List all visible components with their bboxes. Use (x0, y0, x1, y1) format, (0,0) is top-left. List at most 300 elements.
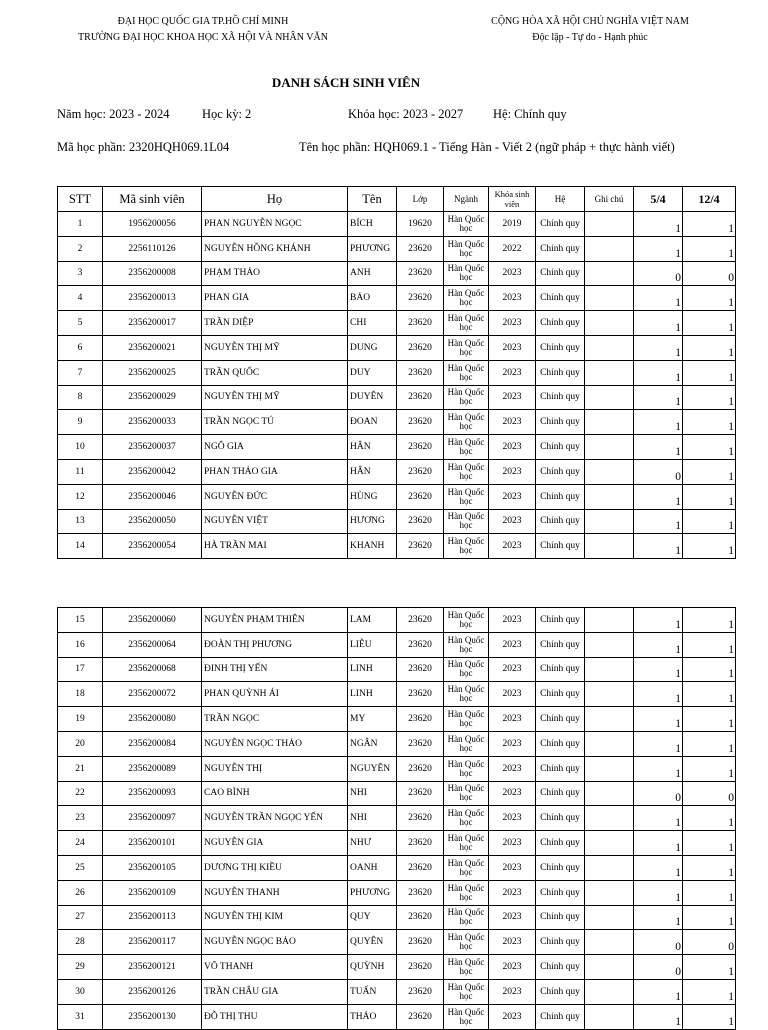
attendance-12-4-cell: 0 (683, 261, 736, 286)
cohort-cell: 2023 (489, 781, 536, 806)
col-header-date-12-4: 12/4 (683, 187, 736, 212)
last-name-cell: NGUYỄN VIỆT (202, 509, 348, 534)
student-id-cell: 2356200054 (103, 534, 202, 559)
note-cell (585, 756, 634, 781)
first-name-cell: DUY (348, 360, 397, 385)
last-name-cell: TRẦN NGỌC (202, 707, 348, 732)
program-cell: Chính quy (536, 756, 585, 781)
last-name-cell: PHAN NGUYỄN NGỌC (202, 212, 348, 237)
major-cell: Hàn Quốc học (444, 608, 489, 633)
attendance-5-4-cell: 1 (634, 509, 683, 534)
note-cell (585, 855, 634, 880)
note-cell (585, 236, 634, 261)
attendance-12-4-cell: 1 (683, 534, 736, 559)
attendance-5-4-cell: 1 (634, 385, 683, 410)
note-cell (585, 979, 634, 1004)
note-cell (585, 831, 634, 856)
table-row (58, 979, 736, 1004)
major-cell: Hàn Quốc học (444, 360, 489, 385)
note-cell (585, 484, 634, 509)
last-name-cell: VÕ THANH (202, 955, 348, 980)
table-row (58, 731, 736, 756)
table-row (58, 534, 736, 559)
cohort-cell: 2023 (489, 831, 536, 856)
stt-cell: 16 (58, 632, 103, 657)
attendance-12-4-cell: 1 (683, 212, 736, 237)
attendance-5-4-cell: 0 (634, 930, 683, 955)
student-id-cell: 2356200121 (103, 955, 202, 980)
table-row (58, 880, 736, 905)
table-row (58, 261, 736, 286)
cohort-cell: 2023 (489, 608, 536, 633)
attendance-12-4-cell: 1 (683, 410, 736, 435)
stt-cell: 24 (58, 831, 103, 856)
attendance-5-4-cell: 1 (634, 682, 683, 707)
class-cell: 23620 (397, 657, 444, 682)
last-name-cell: ĐOÀN THỊ PHƯƠNG (202, 632, 348, 657)
program-cell: Chính quy (536, 459, 585, 484)
class-cell: 23620 (397, 286, 444, 311)
note-cell (585, 509, 634, 534)
class-cell: 23620 (397, 360, 444, 385)
table-row (58, 385, 736, 410)
table-row (58, 632, 736, 657)
cohort-cell: 2023 (489, 657, 536, 682)
student-id-cell: 2356200029 (103, 385, 202, 410)
first-name-cell: ANH (348, 261, 397, 286)
last-name-cell: NGUYỄN NGỌC BẢO (202, 930, 348, 955)
first-name-cell: LINH (348, 682, 397, 707)
class-cell: 23620 (397, 955, 444, 980)
note-cell (585, 731, 634, 756)
student-id-cell: 2356200008 (103, 261, 202, 286)
attendance-5-4-cell: 1 (634, 880, 683, 905)
student-id-cell: 2356200021 (103, 335, 202, 360)
cohort-cell: 2023 (489, 286, 536, 311)
class-cell: 23620 (397, 756, 444, 781)
class-cell: 23620 (397, 707, 444, 732)
stt-cell: 23 (58, 806, 103, 831)
table-row (58, 435, 736, 460)
attendance-5-4-cell: 1 (634, 360, 683, 385)
student-id-cell: 2356200080 (103, 707, 202, 732)
stt-cell: 4 (58, 286, 103, 311)
attendance-5-4-cell: 1 (634, 335, 683, 360)
table-row (58, 657, 736, 682)
first-name-cell: NHI (348, 806, 397, 831)
first-name-cell: ĐOAN (348, 410, 397, 435)
major-cell: Hàn Quốc học (444, 236, 489, 261)
program-type: Hệ: Chính quy (493, 107, 567, 121)
major-cell: Hàn Quốc học (444, 484, 489, 509)
class-cell: 23620 (397, 979, 444, 1004)
stt-cell: 27 (58, 905, 103, 930)
last-name-cell: ĐỖ THỊ THU (202, 1004, 348, 1029)
stt-cell: 19 (58, 707, 103, 732)
attendance-5-4-cell: 1 (634, 484, 683, 509)
attendance-12-4-cell: 1 (683, 682, 736, 707)
first-name-cell: DUNG (348, 335, 397, 360)
cohort-cell: 2023 (489, 385, 536, 410)
major-cell: Hàn Quốc học (444, 707, 489, 732)
class-cell: 23620 (397, 905, 444, 930)
table-row (58, 905, 736, 930)
stt-cell: 26 (58, 880, 103, 905)
note-cell (585, 534, 634, 559)
student-id-cell: 2356200046 (103, 484, 202, 509)
major-cell: Hàn Quốc học (444, 212, 489, 237)
table-row (58, 1004, 736, 1029)
university-name: ĐẠI HỌC QUỐC GIA TP.HỒ CHÍ MINH (117, 16, 289, 27)
class-cell: 23620 (397, 311, 444, 336)
student-id-cell: 2356200097 (103, 806, 202, 831)
class-cell: 23620 (397, 855, 444, 880)
attendance-12-4-cell: 1 (683, 707, 736, 732)
student-id-cell: 2356200033 (103, 410, 202, 435)
stt-cell: 31 (58, 1004, 103, 1029)
note-cell (585, 435, 634, 460)
program-cell: Chính quy (536, 707, 585, 732)
student-id-cell: 2356200113 (103, 905, 202, 930)
last-name-cell: TRẦN QUỐC (202, 360, 348, 385)
first-name-cell: HÂN (348, 435, 397, 460)
cohort-cell: 2023 (489, 731, 536, 756)
note-cell (585, 880, 634, 905)
program-cell: Chính quy (536, 979, 585, 1004)
attendance-12-4-cell: 0 (683, 781, 736, 806)
major-cell: Hàn Quốc học (444, 410, 489, 435)
last-name-cell: NGUYỄN THỊ MỸ (202, 335, 348, 360)
attendance-12-4-cell: 1 (683, 632, 736, 657)
stt-cell: 2 (58, 236, 103, 261)
attendance-5-4-cell: 1 (634, 608, 683, 633)
student-id-cell: 2356200050 (103, 509, 202, 534)
first-name-cell: LINH (348, 657, 397, 682)
note-cell (585, 311, 634, 336)
program-cell: Chính quy (536, 435, 585, 460)
major-cell: Hàn Quốc học (444, 534, 489, 559)
first-name-cell: KHANH (348, 534, 397, 559)
cohort-cell: 2023 (489, 707, 536, 732)
last-name-cell: PHAN GIA (202, 286, 348, 311)
last-name-cell: DƯƠNG THỊ KIỀU (202, 855, 348, 880)
stt-cell: 8 (58, 385, 103, 410)
note-cell (585, 682, 634, 707)
attendance-5-4-cell: 1 (634, 806, 683, 831)
first-name-cell: MY (348, 707, 397, 732)
note-cell (585, 781, 634, 806)
stt-cell: 18 (58, 682, 103, 707)
program-cell: Chính quy (536, 880, 585, 905)
stt-cell: 12 (58, 484, 103, 509)
student-id-cell: 2356200017 (103, 311, 202, 336)
note-cell (585, 385, 634, 410)
major-cell: Hàn Quốc học (444, 335, 489, 360)
cohort-cell: 2023 (489, 335, 536, 360)
attendance-12-4-cell: 1 (683, 657, 736, 682)
national-motto: Độc lập - Tự do - Hạnh phúc (532, 32, 648, 43)
program-cell: Chính quy (536, 682, 585, 707)
major-cell: Hàn Quốc học (444, 1004, 489, 1029)
note-cell (585, 335, 634, 360)
stt-cell: 30 (58, 979, 103, 1004)
student-id-cell: 2356200025 (103, 360, 202, 385)
program-cell: Chính quy (536, 261, 585, 286)
school-name: TRƯỜNG ĐẠI HỌC KHOA HỌC XÃ HỘI VÀ NHÂN VĂN (78, 32, 328, 43)
cohort-cell: 2023 (489, 955, 536, 980)
table-row (58, 212, 736, 237)
attendance-5-4-cell: 1 (634, 855, 683, 880)
national-title: CỘNG HÒA XÃ HỘI CHỦ NGHĨA VIỆT NAM (491, 16, 689, 27)
program-cell: Chính quy (536, 236, 585, 261)
program-cell: Chính quy (536, 930, 585, 955)
class-cell: 23620 (397, 385, 444, 410)
table-row (58, 682, 736, 707)
class-cell: 23620 (397, 534, 444, 559)
first-name-cell: HÙNG (348, 484, 397, 509)
stt-cell: 22 (58, 781, 103, 806)
attendance-12-4-cell: 1 (683, 806, 736, 831)
col-header-cohort: Khóa sinh viên (489, 187, 536, 212)
cohort-cell: 2019 (489, 212, 536, 237)
class-cell: 19620 (397, 212, 444, 237)
note-cell (585, 212, 634, 237)
note-cell (585, 905, 634, 930)
class-cell: 23620 (397, 236, 444, 261)
last-name-cell: NGUYỄN TRẦN NGỌC YẾN (202, 806, 348, 831)
first-name-cell: LAM (348, 608, 397, 633)
attendance-12-4-cell: 1 (683, 979, 736, 1004)
major-cell: Hàn Quốc học (444, 261, 489, 286)
table-row (58, 855, 736, 880)
table-row (58, 311, 736, 336)
cohort-cell: 2023 (489, 509, 536, 534)
table-row (58, 781, 736, 806)
cohort-cell: 2022 (489, 236, 536, 261)
program-cell: Chính quy (536, 509, 585, 534)
attendance-12-4-cell: 0 (683, 930, 736, 955)
student-id-cell: 2356200105 (103, 855, 202, 880)
attendance-5-4-cell: 1 (634, 236, 683, 261)
major-cell: Hàn Quốc học (444, 459, 489, 484)
attendance-12-4-cell: 1 (683, 905, 736, 930)
program-cell: Chính quy (536, 1004, 585, 1029)
attendance-12-4-cell: 1 (683, 608, 736, 633)
attendance-12-4-cell: 1 (683, 831, 736, 856)
table-row (58, 608, 736, 633)
first-name-cell: HÂN (348, 459, 397, 484)
first-name-cell: BẢO (348, 286, 397, 311)
attendance-5-4-cell: 0 (634, 781, 683, 806)
table-row (58, 930, 736, 955)
major-cell: Hàn Quốc học (444, 311, 489, 336)
class-cell: 23620 (397, 410, 444, 435)
attendance-5-4-cell: 1 (634, 212, 683, 237)
class-cell: 23620 (397, 509, 444, 534)
attendance-12-4-cell: 1 (683, 1004, 736, 1029)
class-cell: 23620 (397, 731, 444, 756)
cohort-cell: 2023 (489, 905, 536, 930)
stt-cell: 29 (58, 955, 103, 980)
table-row (58, 707, 736, 732)
class-cell: 23620 (397, 261, 444, 286)
table-body-part-1 (58, 212, 736, 559)
program-cell: Chính quy (536, 212, 585, 237)
university-header (58, 14, 348, 46)
stt-cell: 15 (58, 608, 103, 633)
attendance-12-4-cell: 1 (683, 286, 736, 311)
program-cell: Chính quy (536, 831, 585, 856)
cohort-cell: 2023 (489, 756, 536, 781)
cohort-cell: 2023 (489, 682, 536, 707)
major-cell: Hàn Quốc học (444, 731, 489, 756)
cohort-cell: 2023 (489, 855, 536, 880)
student-id-cell: 2356200037 (103, 435, 202, 460)
student-id-cell: 2356200084 (103, 731, 202, 756)
last-name-cell: ĐINH THỊ YẾN (202, 657, 348, 682)
class-cell: 23620 (397, 831, 444, 856)
table-row (58, 806, 736, 831)
class-cell: 23620 (397, 880, 444, 905)
national-header (470, 14, 710, 46)
student-id-cell: 2356200089 (103, 756, 202, 781)
stt-cell: 21 (58, 756, 103, 781)
major-cell: Hàn Quốc học (444, 509, 489, 534)
stt-cell: 28 (58, 930, 103, 955)
first-name-cell: QUỲNH (348, 955, 397, 980)
table-row (58, 335, 736, 360)
attendance-12-4-cell: 1 (683, 484, 736, 509)
note-cell (585, 707, 634, 732)
table-row (58, 459, 736, 484)
program-cell: Chính quy (536, 855, 585, 880)
student-id-cell: 2356200130 (103, 1004, 202, 1029)
course-code: Mã học phần: 2320HQH069.1L04 (57, 140, 230, 154)
table-row (58, 955, 736, 980)
table-header-row (58, 187, 736, 212)
cohort-cell: 2023 (489, 806, 536, 831)
first-name-cell: NHI (348, 781, 397, 806)
course-years: Khóa học: 2023 - 2027 (348, 107, 464, 121)
class-cell: 23620 (397, 1004, 444, 1029)
attendance-12-4-cell: 1 (683, 311, 736, 336)
attendance-5-4-cell: 1 (634, 632, 683, 657)
attendance-5-4-cell: 1 (634, 731, 683, 756)
attendance-5-4-cell: 1 (634, 1004, 683, 1029)
stt-cell: 1 (58, 212, 103, 237)
class-cell: 23620 (397, 682, 444, 707)
student-id-cell: 2356200013 (103, 286, 202, 311)
attendance-12-4-cell: 1 (683, 880, 736, 905)
major-cell: Hàn Quốc học (444, 930, 489, 955)
attendance-5-4-cell: 0 (634, 261, 683, 286)
class-cell: 23620 (397, 806, 444, 831)
major-cell: Hàn Quốc học (444, 979, 489, 1004)
class-cell: 23620 (397, 632, 444, 657)
program-cell: Chính quy (536, 534, 585, 559)
first-name-cell: CHI (348, 311, 397, 336)
program-cell: Chính quy (536, 311, 585, 336)
last-name-cell: TRẦN CHÂU GIA (202, 979, 348, 1004)
stt-cell: 13 (58, 509, 103, 534)
student-id-cell: 2356200093 (103, 781, 202, 806)
last-name-cell: NGUYỄN THỊ MỸ (202, 385, 348, 410)
first-name-cell: PHƯƠNG (348, 880, 397, 905)
table-row (58, 410, 736, 435)
student-id-cell: 2356200117 (103, 930, 202, 955)
col-header-last-name: Họ (202, 187, 348, 212)
semester: Học kỳ: 2 (202, 107, 252, 121)
col-header-first-name: Tên (348, 187, 397, 212)
col-header-stt: STT (58, 187, 103, 212)
major-cell: Hàn Quốc học (444, 385, 489, 410)
major-cell: Hàn Quốc học (444, 781, 489, 806)
last-name-cell: NGUYỄN HỒNG KHÁNH (202, 236, 348, 261)
first-name-cell: HƯƠNG (348, 509, 397, 534)
col-header-note: Ghi chú (585, 187, 634, 212)
last-name-cell: NGUYỄN PHẠM THIÊN (202, 608, 348, 633)
cohort-cell: 2023 (489, 880, 536, 905)
stt-cell: 25 (58, 855, 103, 880)
last-name-cell: NGUYỄN ĐỨC (202, 484, 348, 509)
attendance-5-4-cell: 1 (634, 707, 683, 732)
cohort-cell: 2023 (489, 435, 536, 460)
first-name-cell: NGÂN (348, 731, 397, 756)
attendance-12-4-cell: 1 (683, 756, 736, 781)
attendance-12-4-cell: 1 (683, 855, 736, 880)
attendance-12-4-cell: 1 (683, 385, 736, 410)
cohort-cell: 2023 (489, 261, 536, 286)
class-cell: 23620 (397, 781, 444, 806)
program-cell: Chính quy (536, 385, 585, 410)
program-cell: Chính quy (536, 955, 585, 980)
stt-cell: 3 (58, 261, 103, 286)
note-cell (585, 955, 634, 980)
cohort-cell: 2023 (489, 632, 536, 657)
last-name-cell: TRẦN DIỆP (202, 311, 348, 336)
attendance-5-4-cell: 1 (634, 905, 683, 930)
table-row (58, 756, 736, 781)
cohort-cell: 2023 (489, 459, 536, 484)
cohort-cell: 2023 (489, 930, 536, 955)
program-cell: Chính quy (536, 632, 585, 657)
note-cell (585, 608, 634, 633)
student-id-cell: 2356200064 (103, 632, 202, 657)
class-cell: 23620 (397, 930, 444, 955)
first-name-cell: NHƯ (348, 831, 397, 856)
note-cell (585, 632, 634, 657)
class-cell: 23620 (397, 459, 444, 484)
col-header-date-5-4: 5/4 (634, 187, 683, 212)
attendance-5-4-cell: 1 (634, 657, 683, 682)
attendance-5-4-cell: 1 (634, 534, 683, 559)
program-cell: Chính quy (536, 806, 585, 831)
cohort-cell: 2023 (489, 410, 536, 435)
major-cell: Hàn Quốc học (444, 880, 489, 905)
last-name-cell: NGUYỄN THỊ KIM (202, 905, 348, 930)
student-id-cell: 2356200072 (103, 682, 202, 707)
note-cell (585, 410, 634, 435)
cohort-cell: 2023 (489, 1004, 536, 1029)
major-cell: Hàn Quốc học (444, 831, 489, 856)
major-cell: Hàn Quốc học (444, 756, 489, 781)
col-header-student-id: Mã sinh viên (103, 187, 202, 212)
last-name-cell: NGUYỄN THANH (202, 880, 348, 905)
stt-cell: 14 (58, 534, 103, 559)
document-title: DANH SÁCH SINH VIÊN (271, 75, 421, 90)
col-header-class: Lớp (397, 187, 444, 212)
last-name-cell: HÀ TRẦN MAI (202, 534, 348, 559)
